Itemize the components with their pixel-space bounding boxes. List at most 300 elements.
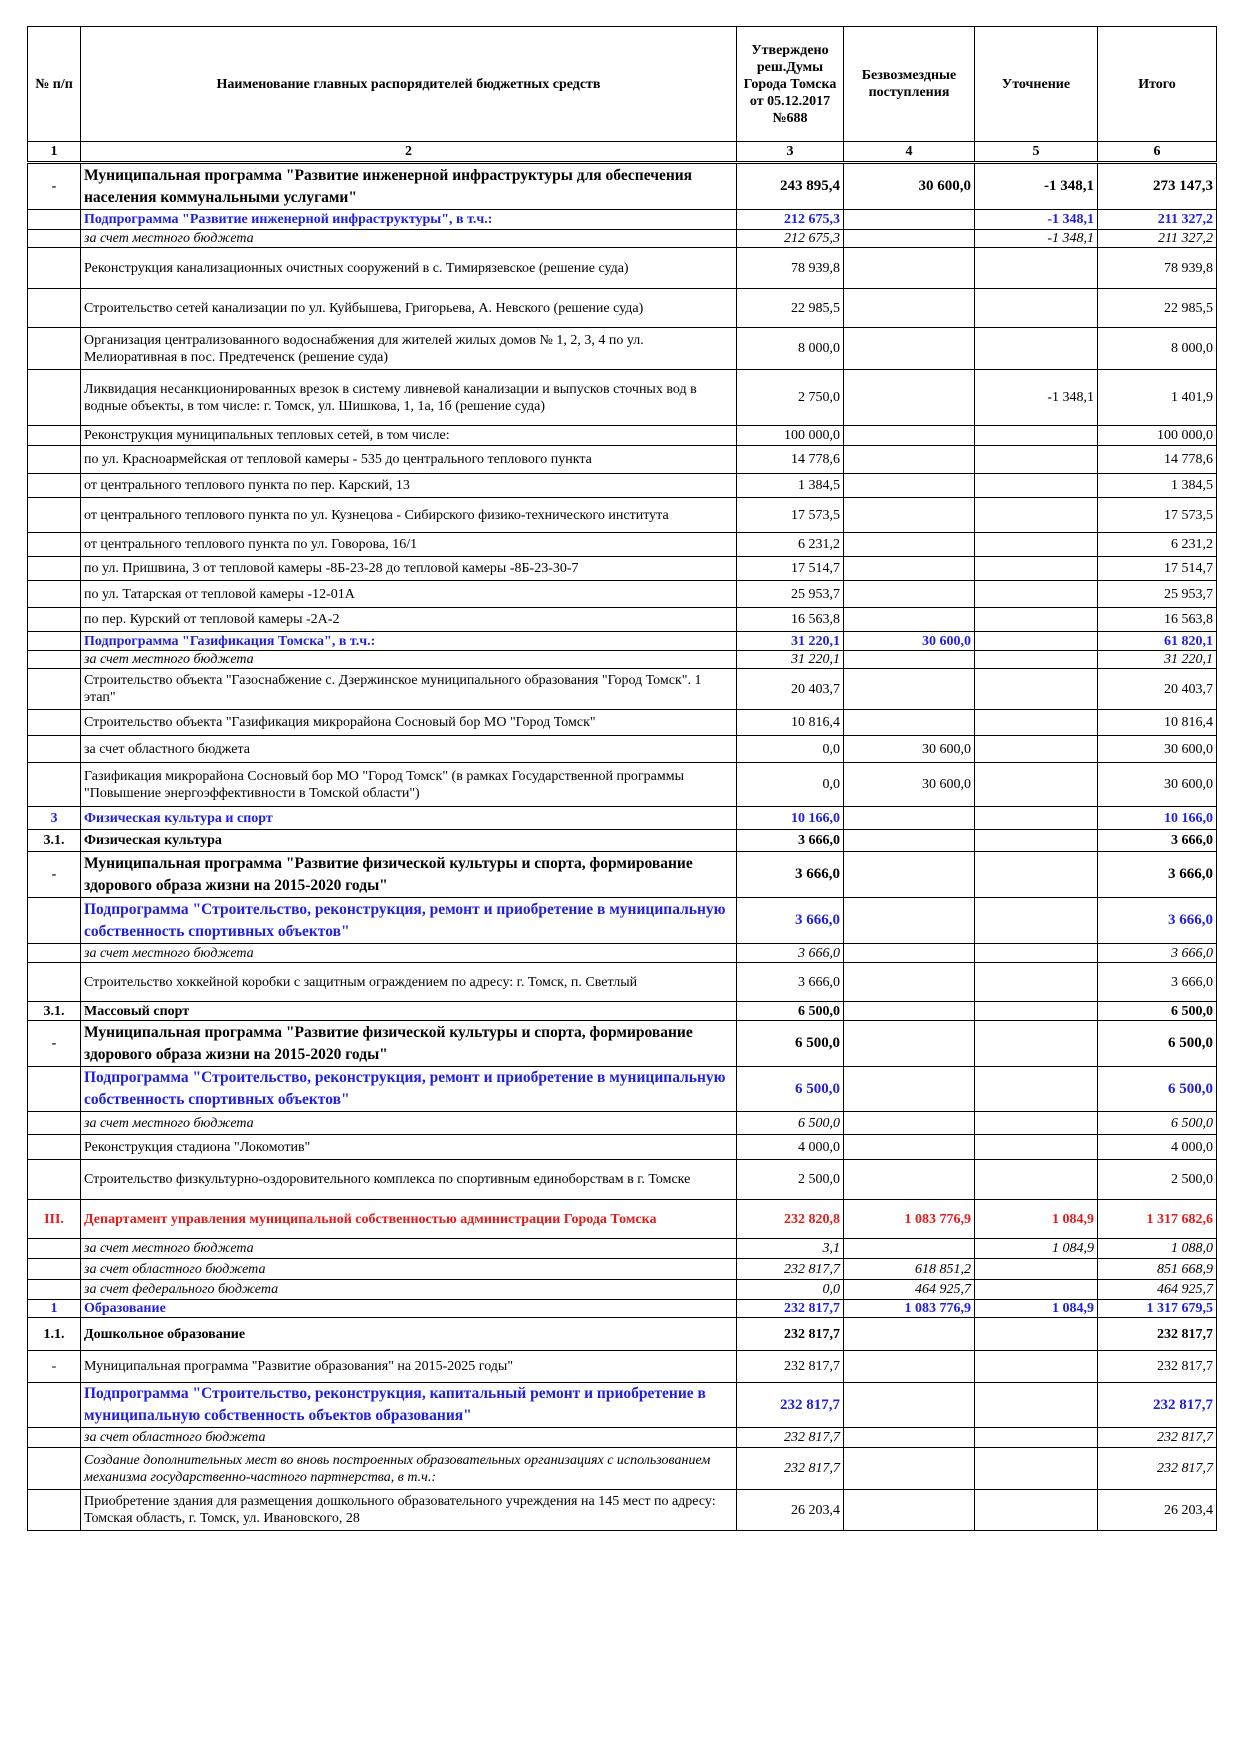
table-row [28,763,1217,807]
row-total-value: 851 668,9 [1098,1259,1217,1280]
row-clarification-value [975,248,1098,289]
row-total-value: 3 666,0 [1098,852,1217,898]
row-grants-value [844,651,975,669]
table-row [28,328,1217,370]
row-approved-value: 212 675,3 [737,230,844,248]
row-approved-value: 100 000,0 [737,426,844,446]
row-total-value: 4 000,0 [1098,1135,1217,1160]
row-name: Строительство хоккейной коробки с защитным ограждением по адресу: г. Томск, п. Светлый [81,963,737,1002]
row-total-value: 6 500,0 [1098,1002,1217,1021]
table-row [28,710,1217,736]
row-total-value: 1 317 679,5 [1098,1300,1217,1318]
row-approved-value: 232 817,7 [737,1300,844,1318]
row-name: Подпрограмма "Развитие инженерной инфраструктуры", в т.ч.: [81,210,737,230]
row-clarification-value: 1 084,9 [975,1239,1098,1259]
row-number: 3 [28,807,81,830]
table-row [28,830,1217,852]
row-clarification-value [975,1259,1098,1280]
table-row [28,230,1217,248]
row-total-value: 78 939,8 [1098,248,1217,289]
row-clarification-value [975,669,1098,710]
row-name: Строительство объекта "Газоснабжение с. Дзержинское муниципального образования "Город Томск". 1 этап" [81,669,737,710]
table-row [28,1112,1217,1135]
row-grants-value [844,1021,975,1067]
row-approved-value: 4 000,0 [737,1135,844,1160]
table-row [28,807,1217,830]
column-number: 6 [1098,142,1217,163]
table-row [28,963,1217,1002]
row-clarification-value [975,1318,1098,1351]
header-number: № п/п [28,27,81,142]
row-grants-value [844,1490,975,1531]
row-total-value: 26 203,4 [1098,1490,1217,1531]
table-row [28,608,1217,632]
row-clarification-value: -1 348,1 [975,370,1098,426]
row-clarification-value [975,632,1098,651]
row-number [28,1160,81,1200]
row-clarification-value [975,1428,1098,1448]
row-approved-value: 10 166,0 [737,807,844,830]
table-row [28,1351,1217,1383]
table-row [28,1135,1217,1160]
table-row [28,651,1217,669]
row-grants-value [844,474,975,498]
row-name: Газификация микрорайона Сосновый бор МО "Город Томск" (в рамках Государственной программы "Повышение энергоэффективности в Томской области") [81,763,737,807]
row-number [28,669,81,710]
row-clarification-value: -1 348,1 [975,163,1098,210]
row-name: за счет местного бюджета [81,230,737,248]
row-approved-value: 6 500,0 [737,1067,844,1112]
row-clarification-value [975,581,1098,608]
row-name: за счет областного бюджета [81,1428,737,1448]
table-row [28,852,1217,898]
row-grants-value [844,669,975,710]
row-name: за счет местного бюджета [81,944,737,963]
row-number: III. [28,1200,81,1239]
row-approved-value: 212 675,3 [737,210,844,230]
row-grants-value [844,898,975,944]
row-number [28,963,81,1002]
row-total-value: 30 600,0 [1098,736,1217,763]
row-approved-value: 31 220,1 [737,651,844,669]
table-row [28,669,1217,710]
row-number [28,608,81,632]
row-name: по ул. Пришвина, 3 от тепловой камеры -8Б-23-28 до тепловой камеры -8Б-23-30-7 [81,557,737,581]
row-grants-value [844,557,975,581]
row-approved-value: 6 231,2 [737,533,844,557]
header-clarification: Уточнение [975,27,1098,142]
row-clarification-value [975,710,1098,736]
row-name: Строительство сетей канализации по ул. Куйбышева, Григорьева, А. Невского (решение суда) [81,289,737,328]
row-number [28,651,81,669]
row-total-value: 1 317 682,6 [1098,1200,1217,1239]
row-approved-value: 232 817,7 [737,1351,844,1383]
row-grants-value [844,944,975,963]
table-row [28,498,1217,533]
row-number: 1.1. [28,1318,81,1351]
row-clarification-value [975,1160,1098,1200]
row-clarification-value [975,1280,1098,1300]
table-row [28,1383,1217,1428]
row-total-value: 273 147,3 [1098,163,1217,210]
table-row [28,1002,1217,1021]
table-row [28,1021,1217,1067]
row-grants-value: 30 600,0 [844,736,975,763]
table-row [28,1259,1217,1280]
row-name: Реконструкция канализационных очистных сооружений в с. Тимирязевское (решение суда) [81,248,737,289]
row-total-value: 3 666,0 [1098,944,1217,963]
row-grants-value [844,533,975,557]
table-row [28,1067,1217,1112]
row-number [28,763,81,807]
row-number [28,1112,81,1135]
row-approved-value: 2 750,0 [737,370,844,426]
row-total-value: 30 600,0 [1098,763,1217,807]
row-grants-value [844,963,975,1002]
row-total-value: 61 820,1 [1098,632,1217,651]
row-clarification-value [975,1490,1098,1531]
row-grants-value: 1 083 776,9 [844,1200,975,1239]
row-name: Физическая культура и спорт [81,807,737,830]
row-clarification-value [975,533,1098,557]
row-clarification-value [975,1351,1098,1383]
row-grants-value [844,1112,975,1135]
row-clarification-value [975,426,1098,446]
row-grants-value [844,807,975,830]
row-total-value: 6 500,0 [1098,1067,1217,1112]
row-approved-value: 232 817,7 [737,1448,844,1490]
row-name: за счет федерального бюджета [81,1280,737,1300]
row-total-value: 10 816,4 [1098,710,1217,736]
row-grants-value: 30 600,0 [844,763,975,807]
table-row [28,632,1217,651]
row-clarification-value [975,608,1098,632]
row-approved-value: 3 666,0 [737,830,844,852]
row-total-value: 17 573,5 [1098,498,1217,533]
row-number [28,1383,81,1428]
table-row [28,1490,1217,1531]
row-total-value: 16 563,8 [1098,608,1217,632]
column-number: 2 [81,142,737,163]
row-number [28,736,81,763]
budget-sheet [27,26,1216,1531]
row-grants-value [844,1002,975,1021]
row-number [28,710,81,736]
row-number [28,210,81,230]
row-approved-value: 26 203,4 [737,1490,844,1531]
header-total: Итого [1098,27,1217,142]
row-name: Организация централизованного водоснабжения для жителей жилых домов № 1, 2, 3, 4 по ул. Мелиоративная в пос. Предтеченск (решение суда) [81,328,737,370]
row-approved-value: 3 666,0 [737,944,844,963]
row-number [28,289,81,328]
row-name: за счет областного бюджета [81,1259,737,1280]
row-name: Дошкольное образование [81,1318,737,1351]
row-number [28,230,81,248]
row-number [28,370,81,426]
row-number [28,446,81,474]
row-approved-value: 243 895,4 [737,163,844,210]
row-total-value: 232 817,7 [1098,1351,1217,1383]
row-approved-value: 78 939,8 [737,248,844,289]
row-total-value: 14 778,6 [1098,446,1217,474]
row-name: Подпрограмма "Газификация Томска", в т.ч.: [81,632,737,651]
row-total-value: 1 088,0 [1098,1239,1217,1259]
row-clarification-value [975,944,1098,963]
row-approved-value: 3 666,0 [737,852,844,898]
row-total-value: 10 166,0 [1098,807,1217,830]
row-clarification-value [975,474,1098,498]
row-approved-value: 2 500,0 [737,1160,844,1200]
row-approved-value: 0,0 [737,736,844,763]
row-clarification-value [975,557,1098,581]
column-number: 4 [844,142,975,163]
table-row [28,1200,1217,1239]
row-approved-value: 6 500,0 [737,1002,844,1021]
row-total-value: 464 925,7 [1098,1280,1217,1300]
row-clarification-value [975,1112,1098,1135]
row-number [28,1428,81,1448]
table-row [28,736,1217,763]
row-total-value: 232 817,7 [1098,1428,1217,1448]
row-approved-value: 3,1 [737,1239,844,1259]
row-total-value: 232 817,7 [1098,1448,1217,1490]
row-approved-value: 20 403,7 [737,669,844,710]
row-total-value: 1 384,5 [1098,474,1217,498]
row-approved-value: 17 573,5 [737,498,844,533]
row-clarification-value [975,1002,1098,1021]
row-approved-value: 232 820,8 [737,1200,844,1239]
row-name: Подпрограмма "Строительство, реконструкция, капитальный ремонт и приобретение в муниципальную собственность объектов образования" [81,1383,737,1428]
row-number [28,1239,81,1259]
row-clarification-value [975,1067,1098,1112]
row-grants-value [844,1135,975,1160]
row-clarification-value [975,736,1098,763]
table-body [28,163,1217,1531]
row-name: Ликвидация несанкционированных врезок в систему ливневой канализации и выпусков сточных вод в водные объекты, в том числе: г. Томск, ул. Шишкова, 1, 1а, 1б (решение суда) [81,370,737,426]
row-grants-value: 1 083 776,9 [844,1300,975,1318]
row-number: 1 [28,1300,81,1318]
table-row [28,248,1217,289]
row-clarification-value [975,1021,1098,1067]
row-grants-value [844,1067,975,1112]
table-row [28,533,1217,557]
row-name: по пер. Курский от тепловой камеры -2А-2 [81,608,737,632]
row-approved-value: 0,0 [737,763,844,807]
row-total-value: 211 327,2 [1098,230,1217,248]
row-total-value: 232 817,7 [1098,1318,1217,1351]
row-number: - [28,1021,81,1067]
row-clarification-value: -1 348,1 [975,210,1098,230]
row-clarification-value [975,898,1098,944]
row-grants-value: 618 851,2 [844,1259,975,1280]
row-grants-value [844,710,975,736]
row-name: от центрального теплового пункта по ул. Говорова, 16/1 [81,533,737,557]
row-number [28,1135,81,1160]
row-clarification-value [975,763,1098,807]
table-row [28,474,1217,498]
column-number: 1 [28,142,81,163]
table-row [28,557,1217,581]
table-row [28,370,1217,426]
row-number [28,533,81,557]
row-name: Физическая культура [81,830,737,852]
row-grants-value: 464 925,7 [844,1280,975,1300]
row-total-value: 232 817,7 [1098,1383,1217,1428]
row-total-value: 20 403,7 [1098,669,1217,710]
row-approved-value: 6 500,0 [737,1112,844,1135]
row-number [28,632,81,651]
row-total-value: 3 666,0 [1098,963,1217,1002]
row-total-value: 22 985,5 [1098,289,1217,328]
row-approved-value: 14 778,6 [737,446,844,474]
row-total-value: 100 000,0 [1098,426,1217,446]
row-name: по ул. Татарская от тепловой камеры -12-01А [81,581,737,608]
row-name: Образование [81,1300,737,1318]
row-grants-value [844,1448,975,1490]
row-total-value: 17 514,7 [1098,557,1217,581]
row-name: Департамент управления муниципальной собственностью администрации Города Томска [81,1200,737,1239]
row-number: 3.1. [28,1002,81,1021]
row-name: от центрального теплового пункта по ул. Кузнецова - Сибирского физико-технического института [81,498,737,533]
row-grants-value: 30 600,0 [844,632,975,651]
row-grants-value [844,852,975,898]
row-clarification-value [975,651,1098,669]
row-grants-value [844,498,975,533]
row-grants-value [844,370,975,426]
column-number: 3 [737,142,844,163]
row-number [28,944,81,963]
table-row [28,163,1217,210]
row-grants-value [844,328,975,370]
row-name: Приобретение здания для размещения дошкольного образовательного учреждения на 145 мест по адресу: Томская область, г. Томск, ул. Ивановского, 28 [81,1490,737,1531]
row-number [28,898,81,944]
table-row [28,944,1217,963]
row-name: Строительство физкультурно-оздоровительного комплекса по спортивным единоборствам в г. Томске [81,1160,737,1200]
row-clarification-value [975,963,1098,1002]
row-name: Строительство объекта "Газификация микрорайона Сосновый бор МО "Город Томск" [81,710,737,736]
row-total-value: 1 401,9 [1098,370,1217,426]
row-name: за счет местного бюджета [81,1239,737,1259]
row-total-value: 3 666,0 [1098,898,1217,944]
row-clarification-value [975,328,1098,370]
row-clarification-value [975,498,1098,533]
row-clarification-value [975,852,1098,898]
row-grants-value [844,1160,975,1200]
header-name: Наименование главных распорядителей бюджетных средств [81,27,737,142]
row-approved-value: 10 816,4 [737,710,844,736]
column-number: 5 [975,142,1098,163]
table-row [28,210,1217,230]
row-number [28,1280,81,1300]
row-name: от центрального теплового пункта по пер. Карский, 13 [81,474,737,498]
row-total-value: 2 500,0 [1098,1160,1217,1200]
row-grants-value [844,289,975,328]
row-clarification-value: 1 084,9 [975,1200,1098,1239]
header-grants: Безвозмездные поступления [844,27,975,142]
row-name: за счет местного бюджета [81,1112,737,1135]
row-name: Подпрограмма "Строительство, реконструкция, ремонт и приобретение в муниципальную собственность спортивных объектов" [81,1067,737,1112]
row-name: Муниципальная программа "Развитие физической культуры и спорта, формирование здорового образа жизни на 2015-2020 годы" [81,1021,737,1067]
row-name: Подпрограмма "Строительство, реконструкция, ремонт и приобретение в муниципальную собственность спортивных объектов" [81,898,737,944]
row-name: Массовый спорт [81,1002,737,1021]
row-clarification-value [975,830,1098,852]
table-row [28,426,1217,446]
row-total-value: 8 000,0 [1098,328,1217,370]
row-name: за счет областного бюджета [81,736,737,763]
row-grants-value [844,1239,975,1259]
row-approved-value: 17 514,7 [737,557,844,581]
row-grants-value: 30 600,0 [844,163,975,210]
row-grants-value [844,581,975,608]
row-approved-value: 3 666,0 [737,898,844,944]
row-approved-value: 25 953,7 [737,581,844,608]
row-clarification-value [975,289,1098,328]
row-clarification-value [975,1448,1098,1490]
row-grants-value [844,426,975,446]
row-number [28,557,81,581]
row-approved-value: 3 666,0 [737,963,844,1002]
row-number [28,581,81,608]
row-approved-value: 1 384,5 [737,474,844,498]
row-number [28,426,81,446]
row-number [28,474,81,498]
table-row [28,1280,1217,1300]
row-name: Муниципальная программа "Развитие физической культуры и спорта, формирование здорового образа жизни на 2015-2020 годы" [81,852,737,898]
row-name: Реконструкция стадиона "Локомотив" [81,1135,737,1160]
table-row [28,446,1217,474]
row-grants-value [844,830,975,852]
row-number [28,328,81,370]
row-number [28,498,81,533]
row-total-value: 31 220,1 [1098,651,1217,669]
row-clarification-value [975,446,1098,474]
row-name: Реконструкция муниципальных тепловых сетей, в том числе: [81,426,737,446]
row-approved-value: 22 985,5 [737,289,844,328]
row-grants-value [844,1318,975,1351]
row-grants-value [844,1351,975,1383]
row-grants-value [844,1428,975,1448]
row-total-value: 211 327,2 [1098,210,1217,230]
row-name: по ул. Красноармейская от тепловой камеры - 535 до центрального теплового пункта [81,446,737,474]
row-grants-value [844,210,975,230]
row-name: Муниципальная программа "Развитие инженерной инфраструктуры для обеспечения населения коммунальными услугами" [81,163,737,210]
row-approved-value: 232 817,7 [737,1383,844,1428]
row-grants-value [844,446,975,474]
table-row [28,1428,1217,1448]
row-grants-value [844,230,975,248]
table-row [28,1300,1217,1318]
row-total-value: 6 500,0 [1098,1021,1217,1067]
row-clarification-value [975,1383,1098,1428]
row-number: - [28,1351,81,1383]
row-clarification-value [975,1135,1098,1160]
row-total-value: 6 500,0 [1098,1112,1217,1135]
row-total-value: 3 666,0 [1098,830,1217,852]
row-approved-value: 232 817,7 [737,1259,844,1280]
row-total-value: 25 953,7 [1098,581,1217,608]
row-approved-value: 8 000,0 [737,328,844,370]
table-row [28,1160,1217,1200]
row-approved-value: 6 500,0 [737,1021,844,1067]
header-approved: Утверждено реш.Думы Города Томска от 05.12.2017 №688 [737,27,844,142]
row-name: за счет местного бюджета [81,651,737,669]
row-approved-value: 232 817,7 [737,1428,844,1448]
row-name: Муниципальная программа "Развитие образования" на 2015-2025 годы" [81,1351,737,1383]
table-header [28,27,1217,163]
table-row [28,1239,1217,1259]
row-number [28,1448,81,1490]
row-approved-value: 232 817,7 [737,1318,844,1351]
